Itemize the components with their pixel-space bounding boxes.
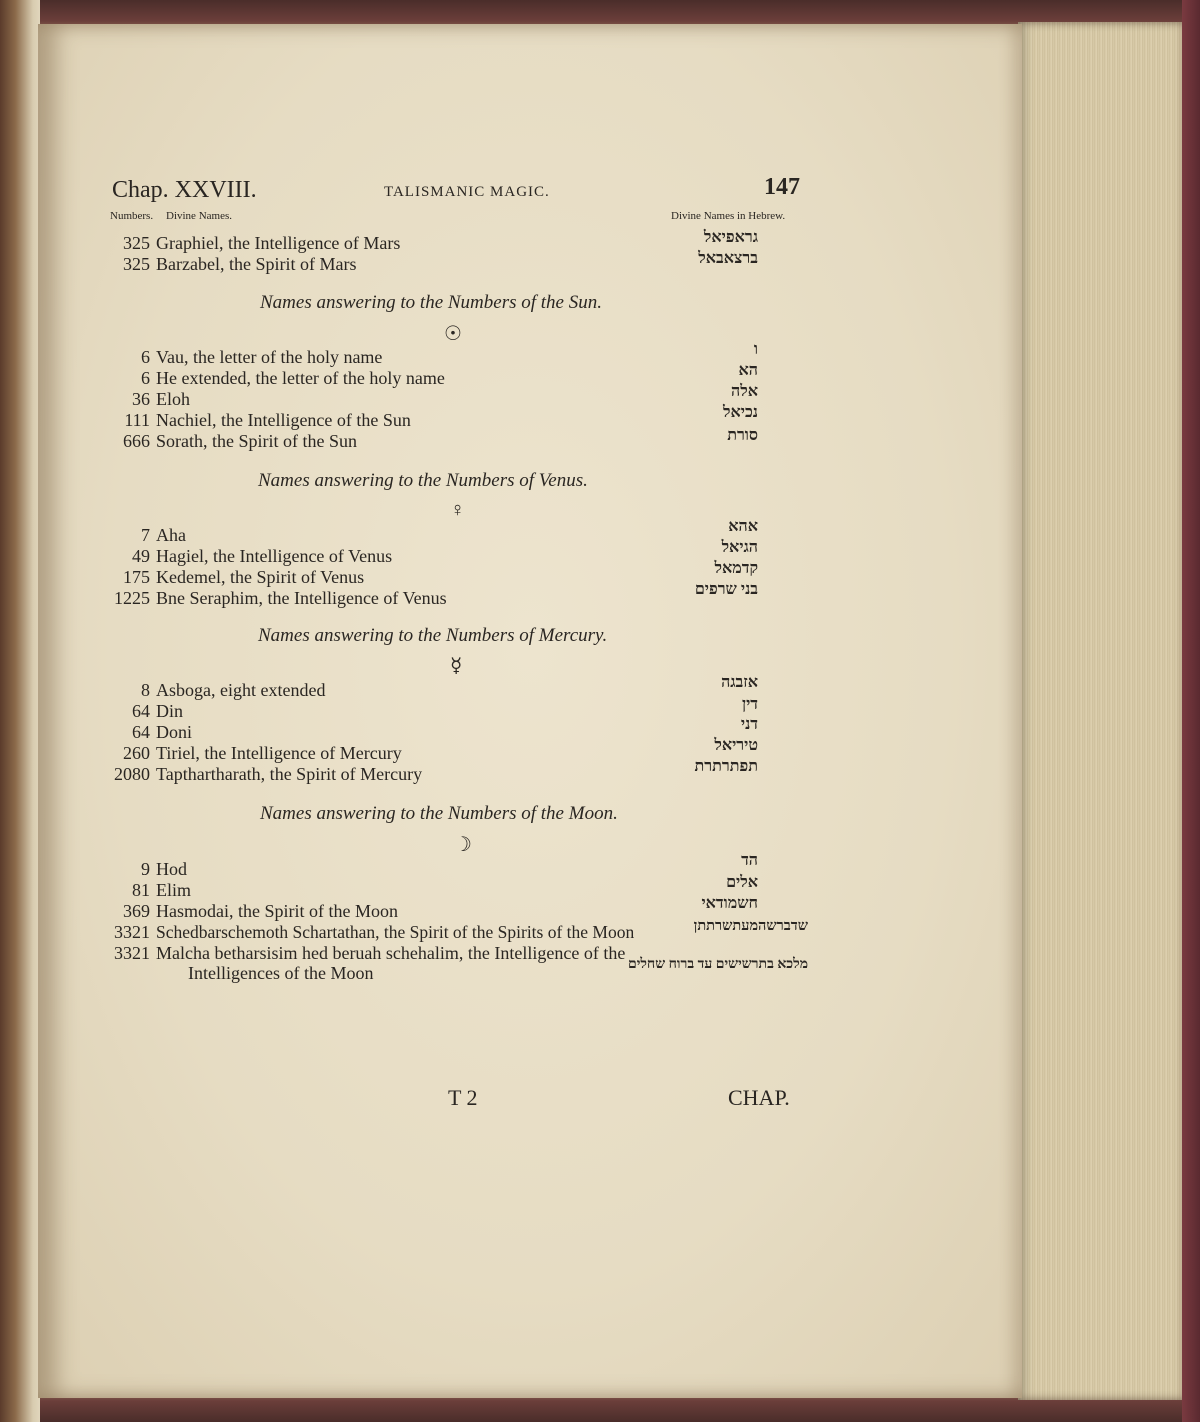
entry-number: 7 [141,525,150,545]
entry-name-continuation: Intelligences of the Moon [188,963,374,983]
entry-hebrew: דני [740,716,758,733]
entry-hebrew: הגיאל [721,539,758,556]
entry-hebrew: חשמודאי [701,895,758,912]
entry-hebrew: אזבגה [721,674,758,691]
entry-name: Din [156,701,183,721]
entry-name: Doni [156,722,192,742]
entry-number: 3321 [114,943,150,963]
entry-name: Vau, the letter of the holy name [156,347,383,367]
entry-name: Barzabel, the Spirit of Mars [156,254,357,274]
book-page [38,24,1022,1398]
entry-name: Nachiel, the Intelligence of the Sun [156,410,411,430]
entry-hebrew: טיריאל [714,737,758,754]
entry-hebrew: ו [753,341,758,358]
entry-number: 369 [123,901,150,921]
section-heading: Names answering to the Numbers of Mercury. [258,625,608,646]
entry-number: 8 [141,680,150,700]
entry-number: 64 [132,722,150,742]
entry-hebrew: סורת [727,427,758,444]
entry-number: 111 [124,410,150,430]
entry-hebrew: ברצאבאל [698,250,758,267]
entry-hebrew: אלה [731,383,758,400]
entry-name: Hagiel, the Intelligence of Venus [156,546,393,566]
entry-number: 2080 [114,764,150,784]
column-header-divine-names: Divine Names. [166,210,232,222]
entry-number: 325 [123,233,150,253]
mercury-symbol-icon: ☿ [450,655,463,677]
entry-name: Hod [156,859,187,879]
catchword: CHAP. [728,1085,790,1110]
entry-number: 666 [123,431,150,451]
entry-name: Tapthartharath, the Spirit of Mercury [156,764,423,784]
entry-number: 9 [141,859,150,879]
venus-symbol-icon: ♀ [450,499,465,521]
entry-hebrew: בני שרפים [694,581,758,598]
entry-number: 175 [123,567,150,587]
entry-hebrew: אלים [726,874,758,891]
entry-name: Kedemel, the Spirit of Venus [156,567,365,587]
entry-number: 6 [141,347,150,367]
entry-name: Schedbarschemoth Schartathan, the Spirit of the Spirits of the Moon [156,922,635,942]
entry-name: Asboga, eight extended [156,680,326,700]
entry-name: He extended, the letter of the holy name [156,368,445,388]
entry-number: 260 [123,743,150,763]
sun-symbol-icon: ☉ [444,323,462,345]
section-heading: Names answering to the Numbers of the Moon. [260,803,618,824]
running-title: TALISMANIC MAGIC. [384,184,550,200]
entry-number: 36 [132,389,150,409]
signature-mark: T 2 [448,1085,478,1110]
entry-hebrew: נכיאל [723,404,758,421]
entry-hebrew: קדמאל [714,560,758,577]
entry-name: Aha [156,525,186,545]
entry-name: Sorath, the Spirit of the Sun [156,431,357,451]
entry-name: Bne Seraphim, the Intelligence of Venus [156,588,447,608]
entry-name: Graphiel, the Intelligence of Mars [156,233,401,253]
entry-name: Malcha betharsisim hed beruah schehalim, the Intelligence of the [156,943,626,963]
entry-hebrew: גראפיאל [703,229,758,246]
section-heading: Names answering to the Numbers of Venus. [258,470,588,491]
column-header-hebrew: Divine Names in Hebrew. [671,210,786,222]
entry-number: 64 [132,701,150,721]
entry-name: Elim [156,880,191,900]
page-edges [1018,22,1186,1400]
page-number: 147 [764,174,800,200]
entry-name: Hasmodai, the Spirit of the Moon [156,901,398,921]
entry-hebrew: מלכא בתרשישים עד ברוח שחלים [627,957,808,972]
entry-hebrew: תפתרתרת [694,758,758,775]
entry-hebrew: דין [742,696,758,713]
entry-number: 1225 [114,588,150,608]
entry-number: 3321 [114,922,150,942]
entry-hebrew: אהא [728,518,758,535]
entry-hebrew: שדברשהמעתשרתתן [693,918,808,934]
book-cover-right [1182,0,1200,1422]
column-header-numbers: Numbers. [110,210,154,222]
entry-name: Eloh [156,389,190,409]
entry-number: 6 [141,368,150,388]
section-heading: Names answering to the Numbers of the Sun. [260,292,602,313]
entry-hebrew: הא [738,362,758,379]
entry-number: 81 [132,880,150,900]
moon-symbol-icon: ☽ [454,834,472,856]
entry-hebrew: הד [741,852,758,869]
chapter-label: Chap. XXVIII. [112,177,257,203]
entry-number: 49 [132,546,150,566]
entry-number: 325 [123,254,150,274]
entry-name: Tiriel, the Intelligence of Mercury [156,743,402,763]
